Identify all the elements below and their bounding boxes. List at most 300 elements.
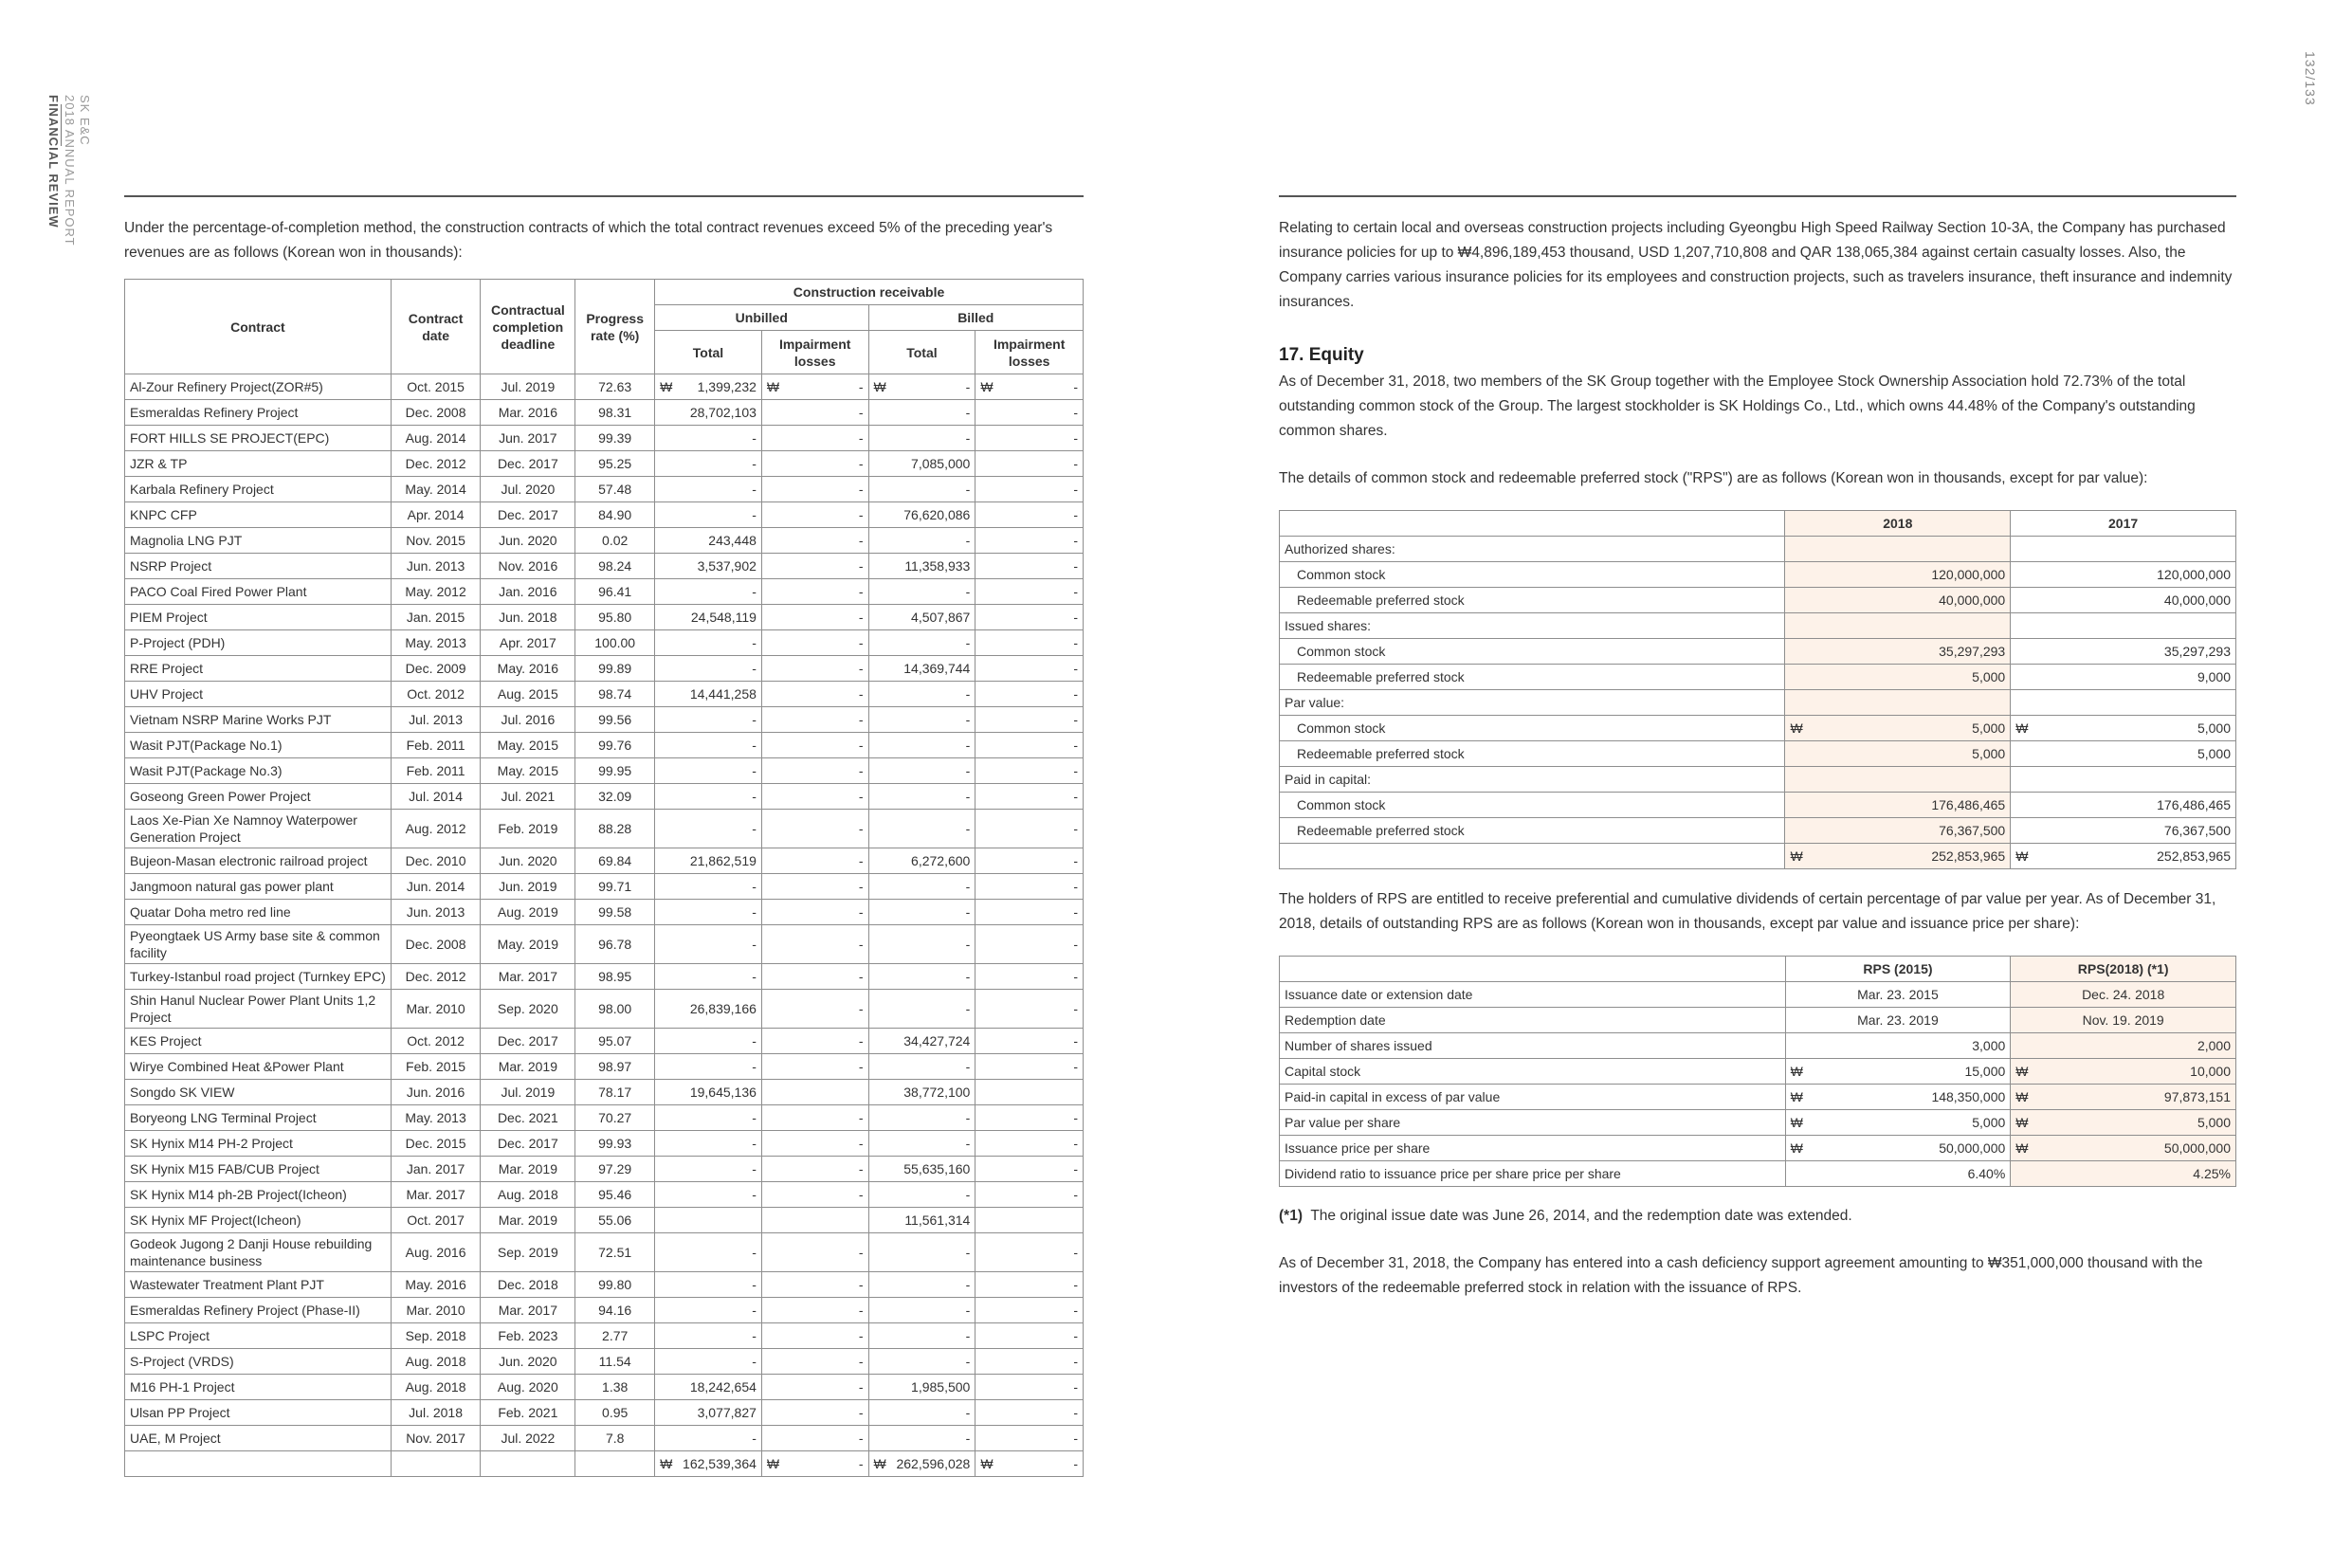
completion-deadline: May. 2019 <box>481 925 575 964</box>
total-unbilled <box>655 1451 762 1477</box>
contract-date: Oct. 2012 <box>391 682 481 707</box>
rps-2015-value: Mar. 23. 2019 <box>1785 1008 2011 1033</box>
unbilled-impairment: - <box>761 733 868 758</box>
contract-name: UAE, M Project <box>125 1426 392 1451</box>
billed-total: - <box>868 964 975 990</box>
billed-impairment: - <box>975 451 1084 477</box>
progress-rate: 70.27 <box>575 1105 655 1131</box>
billed-total <box>868 374 975 400</box>
rps-2015-value <box>1785 1059 2011 1085</box>
contract-name: FORT HILLS SE PROJECT(EPC) <box>125 426 392 451</box>
contract-name: Wasit PJT(Package No.1) <box>125 733 392 758</box>
unbilled-impairment: - <box>761 810 868 848</box>
completion-deadline: Mar. 2016 <box>481 400 575 426</box>
unbilled-total: - <box>655 656 762 682</box>
contract-date: Aug. 2012 <box>391 810 481 848</box>
unbilled-total: - <box>655 477 762 502</box>
billed-total: - <box>868 758 975 784</box>
blank-cell <box>125 1451 392 1477</box>
progress-rate: 2.77 <box>575 1323 655 1349</box>
table-row <box>125 1298 1084 1323</box>
billed-impairment: - <box>975 630 1084 656</box>
completion-deadline: Feb. 2023 <box>481 1323 575 1349</box>
contract-name: UHV Project <box>125 682 392 707</box>
contract-date: Nov. 2017 <box>391 1426 481 1451</box>
unbilled-total: 24,548,119 <box>655 605 762 630</box>
rps-row-label: Paid-in capital in excess of par value <box>1280 1085 1786 1110</box>
stock-row-label: Redeemable preferred stock <box>1280 818 1785 844</box>
unbilled-total: - <box>655 1233 762 1272</box>
rps-2018-value: Nov. 19. 2019 <box>2011 1008 2236 1033</box>
contract-date: Jul. 2014 <box>391 784 481 810</box>
header-deadline: Contractual completion deadline <box>481 280 575 374</box>
contract-date: Apr. 2014 <box>391 502 481 528</box>
billed-impairment: - <box>975 682 1084 707</box>
contract-name: PIEM Project <box>125 605 392 630</box>
stock-row-label: Common stock <box>1280 562 1785 588</box>
table-row <box>1280 1110 2236 1136</box>
billed-total: 34,427,724 <box>868 1029 975 1054</box>
table-row <box>125 1400 1084 1426</box>
billed-impairment: - <box>975 1400 1084 1426</box>
completion-deadline: Aug. 2015 <box>481 682 575 707</box>
contract-date: Oct. 2012 <box>391 1029 481 1054</box>
table-row <box>125 426 1084 451</box>
amount-value: 50,000,000 <box>1939 1140 2006 1156</box>
unbilled-impairment: - <box>761 579 868 605</box>
unbilled-impairment <box>761 374 868 400</box>
contract-name: SK Hynix M14 ph-2B Project(Icheon) <box>125 1182 392 1208</box>
amount-value: 1,399,232 <box>697 379 757 394</box>
unbilled-impairment: - <box>761 874 868 900</box>
contract-date: Aug. 2018 <box>391 1349 481 1375</box>
completion-deadline: Jul. 2022 <box>481 1426 575 1451</box>
completion-deadline: Aug. 2018 <box>481 1182 575 1208</box>
contract-date: Mar. 2010 <box>391 990 481 1029</box>
rps-2018-value <box>2011 1059 2236 1085</box>
table-row <box>125 1375 1084 1400</box>
contract-date: Oct. 2015 <box>391 374 481 400</box>
unbilled-impairment: - <box>761 400 868 426</box>
rps-row-label: Dividend ratio to issuance price per share price per share <box>1280 1161 1786 1187</box>
unbilled-impairment: - <box>761 451 868 477</box>
contract-name: SK Hynix M15 FAB/CUB Project <box>125 1157 392 1182</box>
top-rule-left <box>124 195 1084 197</box>
rps-row-label: Capital stock <box>1280 1059 1786 1085</box>
currency-symbol: ₩ <box>1790 1089 1803 1104</box>
contract-date: Dec. 2015 <box>391 1131 481 1157</box>
billed-total: - <box>868 400 975 426</box>
table-row <box>1280 665 2236 690</box>
value-2017 <box>2011 767 2236 793</box>
billed-impairment: - <box>975 1029 1084 1054</box>
contract-name: PACO Coal Fired Power Plant <box>125 579 392 605</box>
table-row <box>1280 1085 2236 1110</box>
billed-total: - <box>868 1349 975 1375</box>
rps-table <box>1279 956 2236 1187</box>
contract-name: Pyeongtaek US Army base site & common facility <box>125 925 392 964</box>
completion-deadline: May. 2016 <box>481 656 575 682</box>
progress-rate: 99.80 <box>575 1272 655 1298</box>
completion-deadline: Dec. 2017 <box>481 1029 575 1054</box>
header-billed-impairment: Impairment losses <box>975 331 1084 374</box>
unbilled-impairment: - <box>761 848 868 874</box>
unbilled-total: 21,862,519 <box>655 848 762 874</box>
stock-row-label: Common stock <box>1280 793 1785 818</box>
progress-rate: 99.58 <box>575 900 655 925</box>
contract-name: Laos Xe-Pian Xe Namnoy Waterpower Generation Project <box>125 810 392 848</box>
unbilled-impairment: - <box>761 1323 868 1349</box>
billed-impairment: - <box>975 1131 1084 1157</box>
report-name: 2018 ANNUAL REPORT <box>63 95 77 246</box>
table-row <box>125 1208 1084 1233</box>
contract-date: Dec. 2012 <box>391 964 481 990</box>
header-contract: Contract <box>125 280 392 374</box>
amount-value: 162,539,364 <box>683 1456 757 1471</box>
unbilled-impairment: - <box>761 477 868 502</box>
amount-value: 252,853,965 <box>2157 848 2231 864</box>
footnote-text: The original issue date was June 26, 2014, and the redemption date was extended. <box>1310 1208 1852 1224</box>
table-row <box>125 682 1084 707</box>
contract-name: Wasit PJT(Package No.3) <box>125 758 392 784</box>
unbilled-impairment: - <box>761 656 868 682</box>
contract-date: May. 2013 <box>391 630 481 656</box>
stock-header-blank <box>1280 511 1785 537</box>
table-row <box>125 1157 1084 1182</box>
billed-impairment: - <box>975 579 1084 605</box>
contract-name: S-Project (VRDS) <box>125 1349 392 1375</box>
progress-rate: 99.76 <box>575 733 655 758</box>
rps-2018-value <box>2011 1085 2236 1110</box>
table-row <box>125 374 1084 400</box>
progress-rate: 100.00 <box>575 630 655 656</box>
unbilled-total: - <box>655 1323 762 1349</box>
completion-deadline: Sep. 2020 <box>481 990 575 1029</box>
currency-symbol: ₩ <box>766 1456 780 1471</box>
value-2018 <box>1785 716 2011 741</box>
rps-paragraph: The holders of RPS are entitled to receive preferential and cumulative dividends of certain percentage of par value per year. As of December 31, 2018, details of outstanding RPS are as follows (Korean won in thousands, except par value and issuance price per share): <box>1279 891 2216 932</box>
value-2018: 5,000 <box>1785 665 2011 690</box>
completion-deadline: Dec. 2017 <box>481 502 575 528</box>
table-row <box>125 554 1084 579</box>
header-unbilled-impairment: Impairment losses <box>761 331 868 374</box>
completion-deadline: Dec. 2018 <box>481 1272 575 1298</box>
contract-date: Dec. 2008 <box>391 925 481 964</box>
rps-2015-value: 3,000 <box>1785 1033 2011 1059</box>
billed-total: - <box>868 1400 975 1426</box>
billed-impairment: - <box>975 1054 1084 1080</box>
contract-name: Godeok Jugong 2 Danji House rebuilding maintenance business <box>125 1233 392 1272</box>
contract-name: M16 PH-1 Project <box>125 1375 392 1400</box>
contract-name: KNPC CFP <box>125 502 392 528</box>
unbilled-total: - <box>655 1105 762 1131</box>
unbilled-impairment: - <box>761 758 868 784</box>
header-unbilled: Unbilled <box>655 305 868 331</box>
contract-date: Aug. 2018 <box>391 1375 481 1400</box>
table-row <box>1280 741 2236 767</box>
amount-value: - <box>858 379 864 394</box>
footnote-mark: (*1) <box>1279 1208 1303 1224</box>
contract-date: Feb. 2011 <box>391 758 481 784</box>
contract-date: Jul. 2013 <box>391 707 481 733</box>
stock-row-label: Redeemable preferred stock <box>1280 741 1785 767</box>
unbilled-impairment: - <box>761 1105 868 1131</box>
table-row <box>1280 1161 2236 1187</box>
currency-symbol: ₩ <box>1790 720 1803 736</box>
billed-impairment: - <box>975 528 1084 554</box>
sidebar-label <box>46 95 92 246</box>
unbilled-total: - <box>655 426 762 451</box>
billed-impairment: - <box>975 964 1084 990</box>
contract-name: Wastewater Treatment Plant PJT <box>125 1272 392 1298</box>
billed-total: - <box>868 925 975 964</box>
unbilled-total: - <box>655 1349 762 1375</box>
completion-deadline: Jul. 2019 <box>481 1080 575 1105</box>
contract-date: Dec. 2010 <box>391 848 481 874</box>
table-row <box>1280 537 2236 562</box>
contract-name: Jangmoon natural gas power plant <box>125 874 392 900</box>
billed-total: 14,369,744 <box>868 656 975 682</box>
completion-deadline: Jul. 2020 <box>481 477 575 502</box>
stock-table <box>1279 510 2236 869</box>
unbilled-total: - <box>655 1131 762 1157</box>
table-row <box>1280 767 2236 793</box>
value-2018 <box>1785 537 2011 562</box>
unbilled-total: - <box>655 502 762 528</box>
billed-impairment <box>975 374 1084 400</box>
table-row <box>1280 588 2236 613</box>
progress-rate: 78.17 <box>575 1080 655 1105</box>
completion-deadline: Mar. 2019 <box>481 1054 575 1080</box>
amount-value: 50,000,000 <box>2163 1140 2231 1156</box>
value-2017: 9,000 <box>2011 665 2236 690</box>
unbilled-total: - <box>655 630 762 656</box>
progress-rate: 55.06 <box>575 1208 655 1233</box>
completion-deadline: Jun. 2020 <box>481 528 575 554</box>
currency-symbol: ₩ <box>2015 1064 2029 1079</box>
rps-2018-value <box>2011 1136 2236 1161</box>
contract-date: Jun. 2014 <box>391 874 481 900</box>
contract-date: Dec. 2009 <box>391 656 481 682</box>
contract-name: Shin Hanul Nuclear Power Plant Units 1,2 Project <box>125 990 392 1029</box>
unbilled-total: - <box>655 451 762 477</box>
contract-date: Jun. 2013 <box>391 554 481 579</box>
blank-cell <box>481 1451 575 1477</box>
rps-2018-value: 2,000 <box>2011 1033 2236 1059</box>
table-row <box>1280 639 2236 665</box>
rps-row-label: Redemption date <box>1280 1008 1786 1033</box>
completion-deadline: Apr. 2017 <box>481 630 575 656</box>
billed-total: - <box>868 874 975 900</box>
unbilled-total: 19,645,136 <box>655 1080 762 1105</box>
value-2018: 176,486,465 <box>1785 793 2011 818</box>
stock-row-label: Issued shares: <box>1280 613 1785 639</box>
billed-total: - <box>868 682 975 707</box>
value-2018: 40,000,000 <box>1785 588 2011 613</box>
progress-rate: 95.80 <box>575 605 655 630</box>
contracts-table <box>124 279 1084 1477</box>
progress-rate: 99.93 <box>575 1131 655 1157</box>
value-2018 <box>1785 613 2011 639</box>
table-row <box>125 1349 1084 1375</box>
progress-rate: 32.09 <box>575 784 655 810</box>
billed-impairment: - <box>975 1323 1084 1349</box>
equity-heading: 17. Equity <box>1279 345 1364 365</box>
contract-name: P-Project (PDH) <box>125 630 392 656</box>
progress-rate: 88.28 <box>575 810 655 848</box>
rps-row-label: Issuance price per share <box>1280 1136 1786 1161</box>
currency-symbol: ₩ <box>1790 1115 1803 1130</box>
stock-header-2017: 2017 <box>2011 511 2236 537</box>
value-2018 <box>1785 844 2011 869</box>
table-row <box>1280 818 2236 844</box>
contract-name: Goseong Green Power Project <box>125 784 392 810</box>
contract-date: May. 2016 <box>391 1272 481 1298</box>
progress-rate: 98.95 <box>575 964 655 990</box>
contract-date: May. 2013 <box>391 1105 481 1131</box>
contract-name: Vietnam NSRP Marine Works PJT <box>125 707 392 733</box>
unbilled-total: - <box>655 925 762 964</box>
stock-intro: The details of common stock and redeemable preferred stock ("RPS") are as follows (Korean won in thousands, except for par value): <box>1279 470 2148 486</box>
currency-symbol: ₩ <box>1790 1140 1803 1156</box>
contract-name: JZR & TP <box>125 451 392 477</box>
table-row <box>125 707 1084 733</box>
unbilled-total: - <box>655 1298 762 1323</box>
unbilled-impairment: - <box>761 502 868 528</box>
completion-deadline: Jul. 2019 <box>481 374 575 400</box>
progress-rate: 98.97 <box>575 1054 655 1080</box>
blank-cell <box>391 1451 481 1477</box>
table-row <box>125 1323 1084 1349</box>
billed-total: 76,620,086 <box>868 502 975 528</box>
amount-value: 15,000 <box>1964 1064 2006 1079</box>
progress-rate: 69.84 <box>575 848 655 874</box>
billed-total: - <box>868 707 975 733</box>
unbilled-impairment: - <box>761 900 868 925</box>
table-row <box>125 502 1084 528</box>
amount-value: - <box>1073 1456 1078 1471</box>
completion-deadline: Dec. 2017 <box>481 451 575 477</box>
unbilled-impairment: - <box>761 964 868 990</box>
billed-total: - <box>868 1182 975 1208</box>
contract-date: Aug. 2016 <box>391 1233 481 1272</box>
unbilled-total <box>655 374 762 400</box>
amount-value: 97,873,151 <box>2163 1089 2231 1104</box>
unbilled-impairment: - <box>761 1272 868 1298</box>
contract-name: KES Project <box>125 1029 392 1054</box>
unbilled-impairment: - <box>761 1131 868 1157</box>
contract-date: Dec. 2008 <box>391 400 481 426</box>
company-name: SK E&C <box>78 95 92 146</box>
progress-rate: 99.56 <box>575 707 655 733</box>
unbilled-total: - <box>655 964 762 990</box>
contract-date: Nov. 2015 <box>391 528 481 554</box>
header-receivable: Construction receivable <box>655 280 1084 305</box>
value-2018: 5,000 <box>1785 741 2011 767</box>
value-2017: 120,000,000 <box>2011 562 2236 588</box>
table-row <box>1280 1008 2236 1033</box>
contract-date: Jun. 2013 <box>391 900 481 925</box>
progress-rate: 0.95 <box>575 1400 655 1426</box>
table-row <box>125 990 1084 1029</box>
contract-name: RRE Project <box>125 656 392 682</box>
unbilled-total: 243,448 <box>655 528 762 554</box>
table-row <box>125 810 1084 848</box>
unbilled-total: - <box>655 707 762 733</box>
currency-symbol: ₩ <box>2015 848 2029 864</box>
completion-deadline: Mar. 2017 <box>481 964 575 990</box>
value-2017 <box>2011 613 2236 639</box>
currency-symbol: ₩ <box>2015 720 2029 736</box>
billed-impairment: - <box>975 900 1084 925</box>
billed-impairment: - <box>975 1157 1084 1182</box>
amount-value: 10,000 <box>2190 1064 2231 1079</box>
unbilled-total: - <box>655 874 762 900</box>
contract-name: NSRP Project <box>125 554 392 579</box>
unbilled-total <box>655 1208 762 1233</box>
unbilled-impairment <box>761 1080 868 1105</box>
table-row <box>1280 690 2236 716</box>
unbilled-total: - <box>655 1029 762 1054</box>
currency-symbol: ₩ <box>873 1456 886 1471</box>
unbilled-impairment: - <box>761 1157 868 1182</box>
unbilled-total: - <box>655 1272 762 1298</box>
completion-deadline: May. 2015 <box>481 758 575 784</box>
header-progress: Progress rate (%) <box>575 280 655 374</box>
unbilled-impairment <box>761 1208 868 1233</box>
amount-value: 252,853,965 <box>1931 848 2006 864</box>
value-2017 <box>2011 537 2236 562</box>
unbilled-total: - <box>655 1054 762 1080</box>
currency-symbol: ₩ <box>660 1456 673 1471</box>
rps-header-2015: RPS (2015) <box>1785 957 2011 982</box>
unbilled-total: - <box>655 579 762 605</box>
value-2017 <box>2011 844 2236 869</box>
progress-rate: 72.51 <box>575 1233 655 1272</box>
value-2018 <box>1785 690 2011 716</box>
progress-rate: 11.54 <box>575 1349 655 1375</box>
progress-rate: 1.38 <box>575 1375 655 1400</box>
billed-impairment: - <box>975 758 1084 784</box>
table-row <box>125 1272 1084 1298</box>
billed-total: - <box>868 477 975 502</box>
completion-deadline: Dec. 2021 <box>481 1105 575 1131</box>
contract-name: SK Hynix M14 PH-2 Project <box>125 1131 392 1157</box>
rps-2015-value <box>1785 1085 2011 1110</box>
contract-name: Boryeong LNG Terminal Project <box>125 1105 392 1131</box>
progress-rate: 99.95 <box>575 758 655 784</box>
rps-2018-value: Dec. 24. 2018 <box>2011 982 2236 1008</box>
rps-2015-value <box>1785 1136 2011 1161</box>
contract-name: Quatar Doha metro red line <box>125 900 392 925</box>
table-row <box>125 1105 1084 1131</box>
billed-impairment: - <box>975 605 1084 630</box>
billed-total: - <box>868 1054 975 1080</box>
billed-total: - <box>868 1426 975 1451</box>
billed-total: - <box>868 1131 975 1157</box>
equity-paragraph: As of December 31, 2018, two members of the SK Group together with the Employee Stock Ownership Association hold 72.73% of the total outstanding common stock of the Group. The largest stockholder is SK Holdings Co., Ltd., which owns 44.48% of the Company's outstanding common shares. <box>1279 374 2196 439</box>
unbilled-impairment: - <box>761 426 868 451</box>
currency-symbol: ₩ <box>1790 848 1803 864</box>
table-row <box>125 1080 1084 1105</box>
header-billed: Billed <box>868 305 1083 331</box>
progress-rate: 99.89 <box>575 656 655 682</box>
stock-row-label: Common stock <box>1280 639 1785 665</box>
unbilled-impairment: - <box>761 1349 868 1375</box>
unbilled-total: 18,242,654 <box>655 1375 762 1400</box>
amount-value: 5,000 <box>2197 1115 2231 1130</box>
billed-impairment: - <box>975 707 1084 733</box>
